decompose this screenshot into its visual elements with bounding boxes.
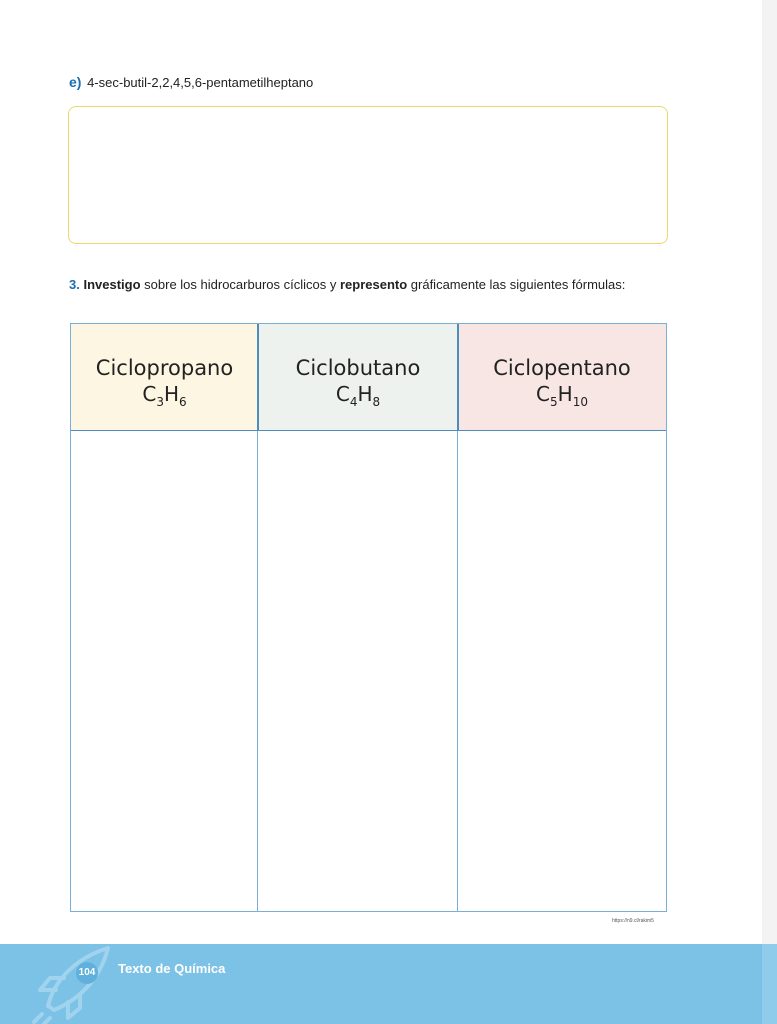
compound-formula: $C_5H_{10}$ [536,382,588,409]
column-divider [457,324,459,431]
rocket-icon [30,940,120,1024]
column-divider [457,431,458,911]
source-url[interactable]: https://n9.cl/rakim5 [612,918,654,924]
page-edge-strip [762,0,777,944]
compound-name: Ciclopropano [95,356,234,380]
footer-title: Texto de Química [118,961,226,976]
exercise-text: 4-sec-butil-2,2,4,5,6-pentametilheptano [87,75,314,90]
instruction-text-2: gráficamente las siguientes fórmulas: [407,277,626,292]
instruction-verb-1: Investigo [83,277,141,292]
compound-name: Ciclobutano [295,356,421,380]
footer-edge [762,944,777,1024]
column-divider [257,324,259,431]
column-divider [257,431,258,911]
exercise-letter: e) [69,74,82,90]
header-cell-cyclobutane [258,324,458,431]
answer-box-e[interactable] [68,106,668,244]
compound-formula: $C_4H_8$ [335,382,381,409]
page-number: 104 [76,962,98,984]
formula-table [70,323,667,912]
compound-formula: $C_3H_6$ [142,382,187,409]
header-cell-cyclopentane [458,324,666,431]
instruction-text-1: sobre los hidrocarburos cíclicos y [140,277,340,292]
instruction-verb-2: represento [339,277,408,292]
instruction-3 [69,277,625,292]
instruction-number: 3. [69,277,80,292]
exercise-e [69,74,313,90]
header-cell-cyclopropane [71,324,258,431]
compound-name: Ciclopentano [493,356,631,380]
